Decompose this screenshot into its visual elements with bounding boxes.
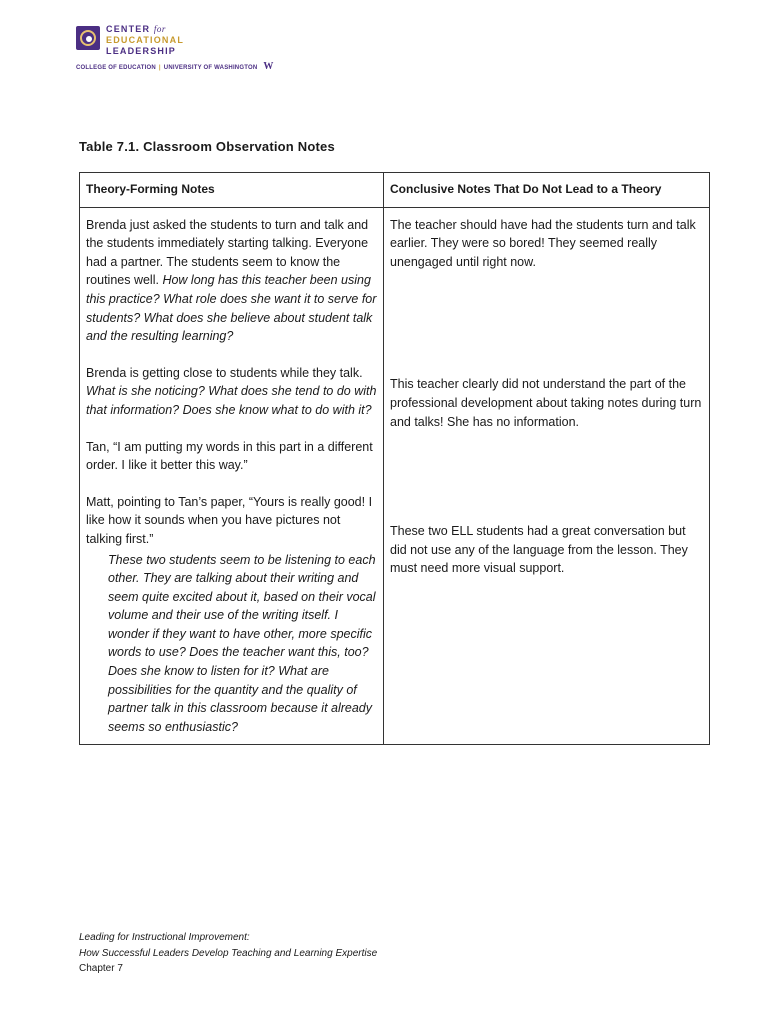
note-reflection: These two students seem to be listening to each other. They are talking about their writing and seem quite excited about it, based on their vocal volume and their use of the writing itself. I wonder if they want to have other, more specific words to use? Does the teacher want this, too? Does she know to listen for it? What are possibilities for the quantity and the quality of partner talk in this classroom because it already seems so enthusiastic? [108,552,376,734]
logo-wordmark [106,24,184,57]
logo-line-center: CENTER for [106,24,166,34]
conclusive-cell [384,207,710,745]
table-title: Table 7.1. Classroom Observation Notes [79,139,335,154]
logo-subtitle: COLLEGE OF EDUCATION | UNIVERSITY OF WASHINGTON W [76,61,274,72]
conclusive-note: These two ELL students had a great conversation but did not use any of the language from the lesson. They must need more visual support. [390,524,688,576]
page-footer [79,930,377,977]
cel-logo-icon [76,26,100,50]
header-conclusive: Conclusive Notes That Do Not Lead to a Theory [384,173,710,208]
logo-line-leadership: LEADERSHIP [106,46,177,56]
observation-notes-table [79,172,710,745]
table-row [80,207,710,745]
note-paragraph: Brenda is getting close to students while they talk. What is she noticing? What does she tend to do with that information? Does she know what to do with it? [86,365,377,417]
note-paragraph: Matt, pointing to Tan’s paper, “Yours is really good! I like how it sounds when you have pictures not talking first.” [86,494,373,546]
footer-book-title: Leading for Instructional Improvement: [79,932,250,943]
header-theory-forming: Theory-Forming Notes [80,173,384,208]
logo-line-educational: EDUCATIONAL [106,35,185,45]
table-header-row [80,173,710,208]
conclusive-note: This teacher clearly did not understand the part of the professional development about taking notes during turn and talks! She has no information. [390,377,702,429]
note-paragraph: Tan, “I am putting my words in this part in a different order. I like it better this way.” [86,439,373,473]
footer-chapter: Chapter 7 [79,963,123,974]
conclusive-note: The teacher should have had the students turn and talk earlier. They were so bored! They seemed really unengaged until right now. [390,217,696,269]
uw-mark-icon: W [263,61,274,72]
theory-forming-cell [80,207,384,745]
footer-book-subtitle: How Successful Leaders Develop Teaching and Learning Expertise [79,947,378,959]
center-for-educational-leadership-logo [76,24,276,72]
note-paragraph: Brenda just asked the students to turn and talk and the students immediately starting talking. Everyone had a partner. The students seem to know the routines well. How long has this teacher been using this practice? What role does she want it to serve for students? What does she believe about student talk and the resulting learning? [86,217,377,344]
